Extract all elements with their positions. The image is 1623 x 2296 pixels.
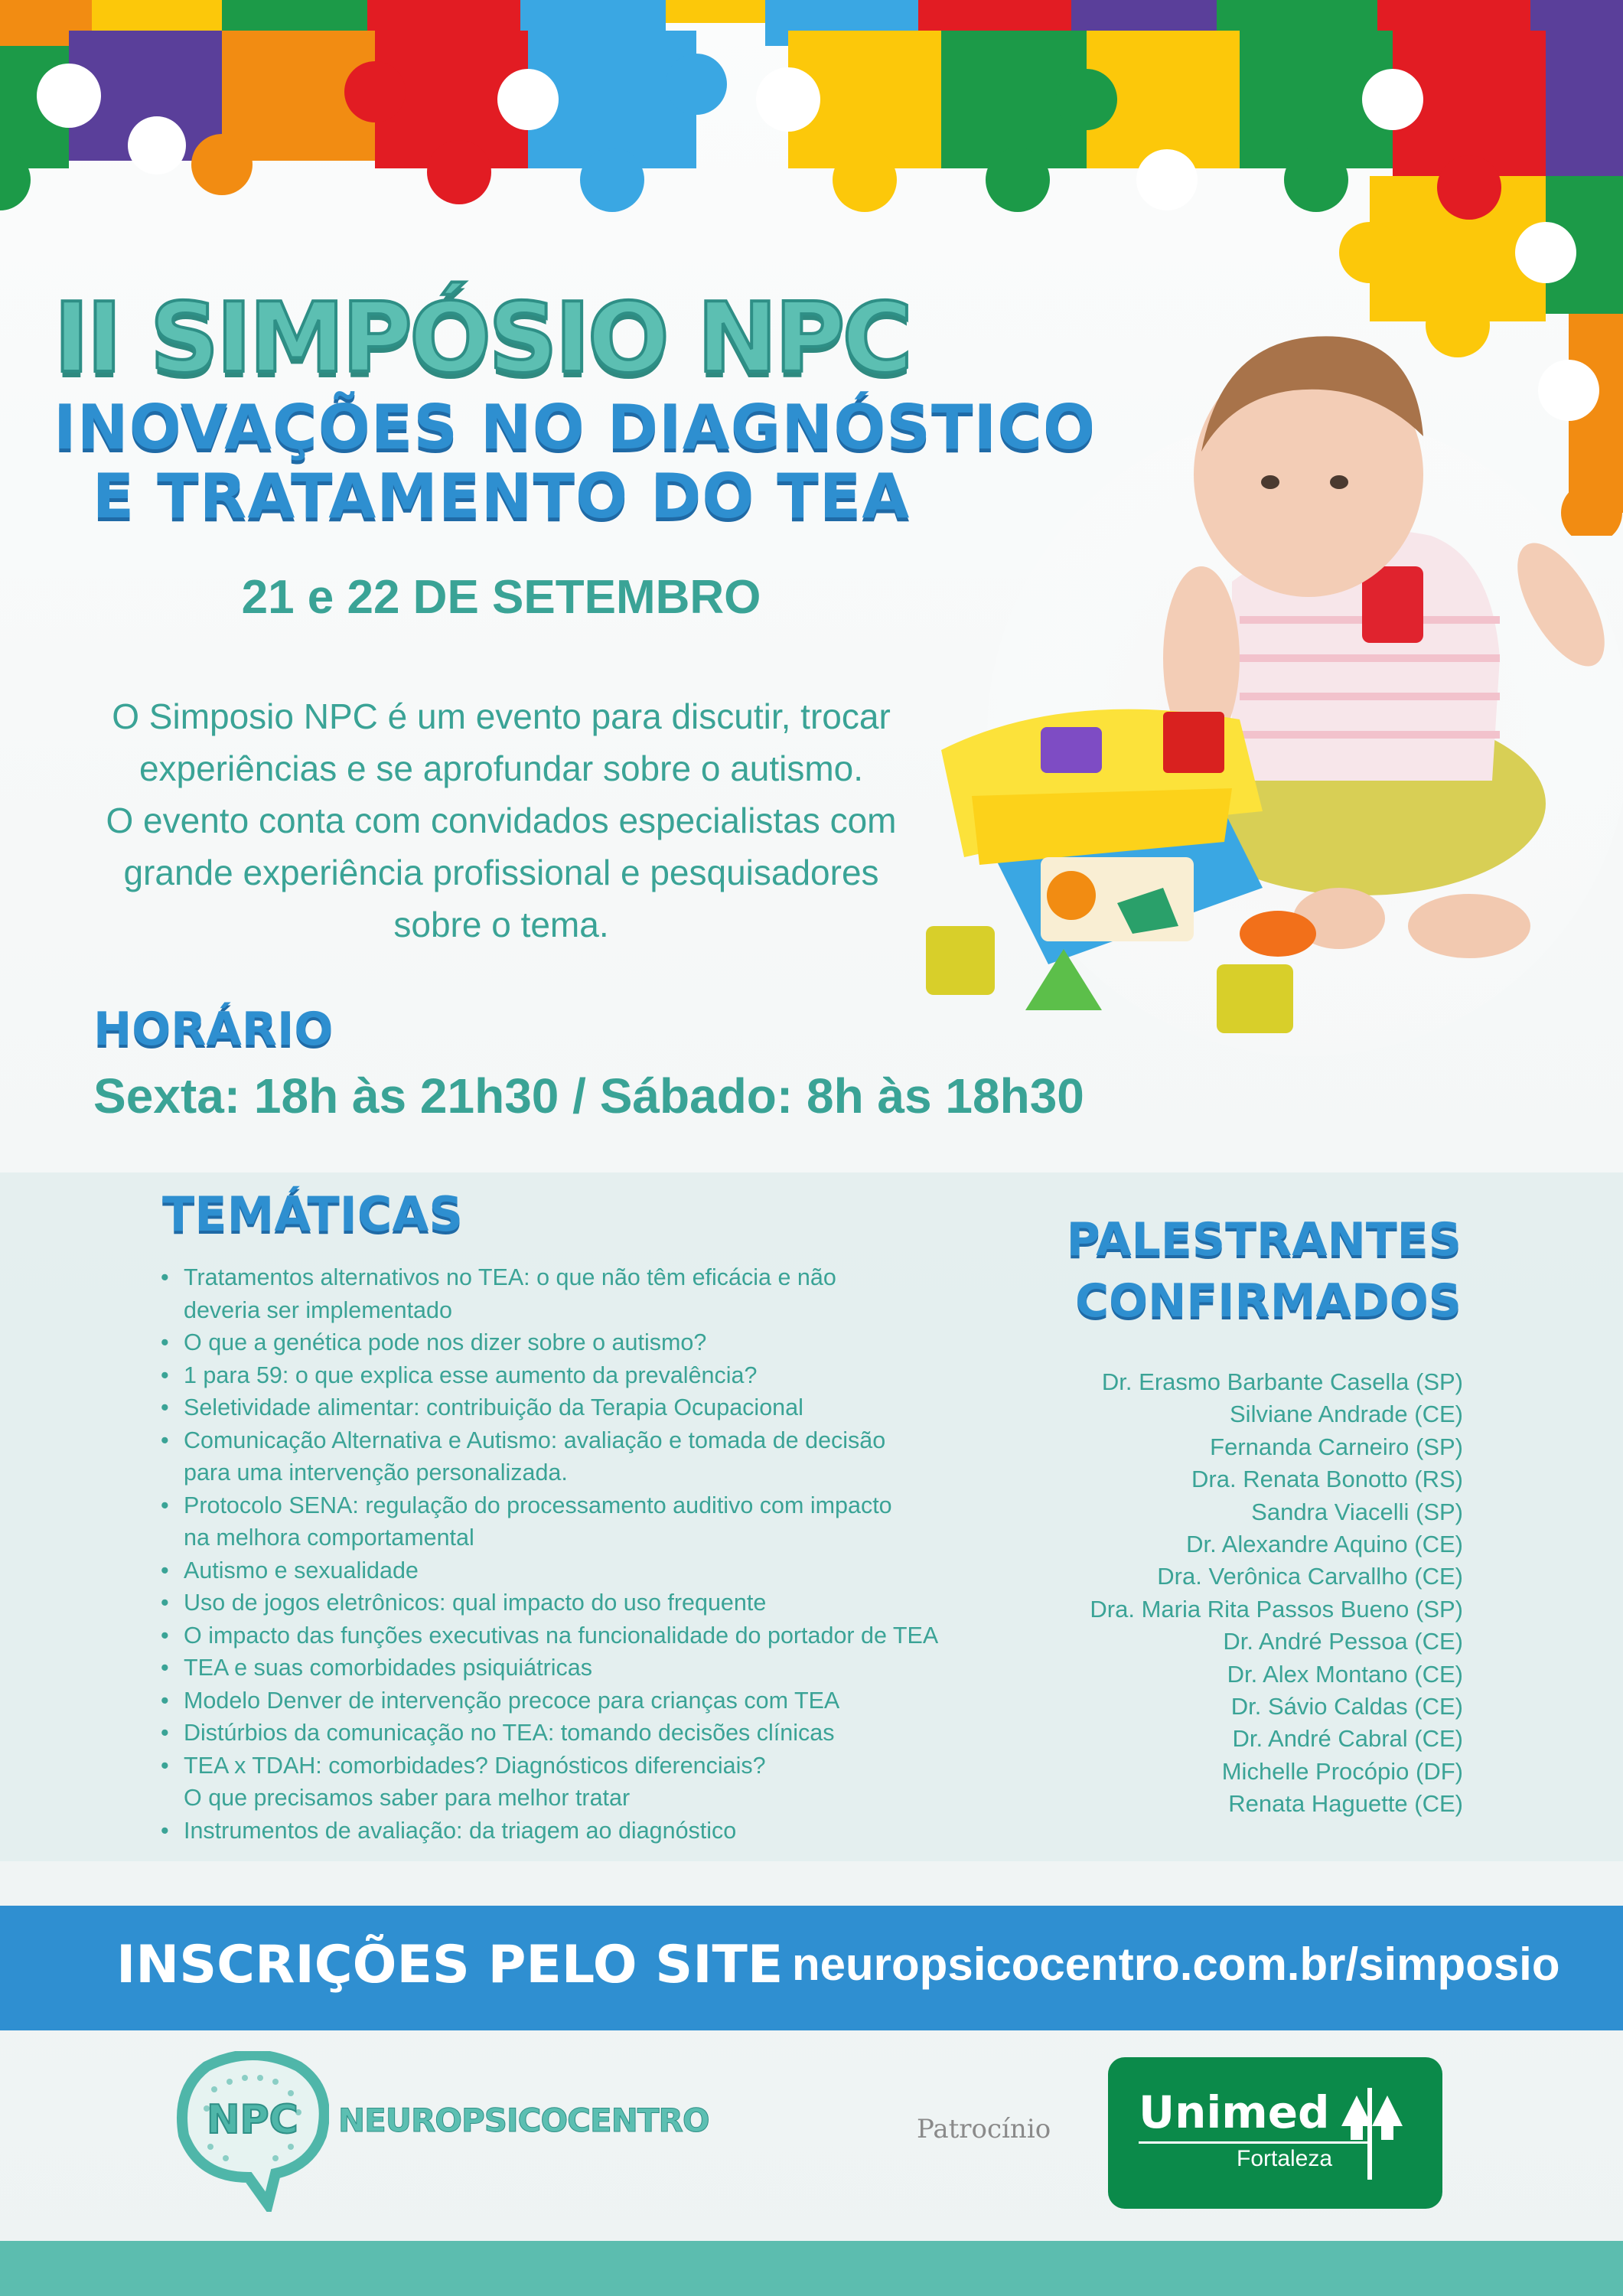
topic-item: • Seletividade alimentar: contribuição da Terapia Ocupacional — [161, 1394, 803, 1420]
event-subtitle-line2: E TRATAMENTO DO TEA — [92, 461, 911, 532]
description-line: grande experiência profissional e pesquisadores — [123, 853, 879, 892]
registration-link[interactable]: neuropsicocentro.com.br/simposio — [792, 1939, 1560, 1990]
speaker-name: Dr. Erasmo Barbante Casella (SP) — [1101, 1368, 1463, 1395]
topic-item: • Instrumentos de avaliação: da triagem ao diagnóstico — [161, 1817, 737, 1844]
speaker-name: Dr. Sávio Caldas (CE) — [1230, 1693, 1463, 1720]
speaker-name: Dr. Alexandre Aquino (CE) — [1186, 1531, 1463, 1558]
speaker-name: Silviane Andrade (CE) — [1230, 1401, 1463, 1428]
speakers-list — [1041, 1366, 1463, 1821]
speaker-name: Dr. André Cabral (CE) — [1232, 1725, 1463, 1753]
description-line: O evento conta com convidados especialistas com — [106, 801, 897, 840]
topic-text: TEA x TDAH: comorbidades? Diagnósticos diferenciais? O que precisamos saber para melhor tratar — [184, 1752, 766, 1811]
topic-item: • Protocolo SENA: regulação do processamento auditivo com impacto na melhora comportamental — [161, 1492, 892, 1551]
topic-text: O que a genética pode nos dizer sobre o autismo? — [184, 1329, 707, 1355]
speaker-name: Dra. Renata Bonotto (RS) — [1191, 1466, 1463, 1493]
topic-text: Tratamentos alternativos no TEA: o que não têm eficácia e não deveria ser implementado — [184, 1264, 836, 1323]
topic-text: Comunicação Alternativa e Autismo: avaliação e tomada de decisão para uma intervenção personalizada. — [184, 1427, 886, 1486]
topic-text: Distúrbios da comunicação no TEA: tomando decisões clínicas — [184, 1720, 835, 1746]
speaker-name: Renata Haguette (CE) — [1228, 1790, 1463, 1818]
npc-logo-mark: NPC — [207, 2097, 298, 2143]
topic-item: • Tratamentos alternativos no TEA: o que não têm eficácia e não deveria ser implementado — [161, 1264, 836, 1323]
event-dates: 21 e 22 DE SETEMBRO — [241, 571, 761, 624]
event-title: II SIMPÓSIO NPC — [54, 282, 910, 394]
speakers-heading-line2: CONFIRMADOS — [1075, 1274, 1462, 1328]
bottom-strip — [0, 2241, 1623, 2296]
topic-item: • 1 para 59: o que explica esse aumento da prevalência? — [161, 1362, 758, 1388]
speakers-heading-line1: PALESTRANTES — [1066, 1213, 1462, 1267]
topic-text: Modelo Denver de intervenção precoce para crianças com TEA — [184, 1687, 840, 1714]
speaker-name: Michelle Procópio (DF) — [1221, 1757, 1463, 1785]
topic-text: O impacto das funções executivas na funcionalidade do portador de TEA — [184, 1622, 939, 1649]
topics-list — [161, 1261, 979, 1847]
topic-item: • Distúrbios da comunicação no TEA: tomando decisões clínicas — [161, 1720, 835, 1746]
topic-text: 1 para 59: o que explica esse aumento da prevalência? — [184, 1362, 758, 1388]
speaker-name: Dra. Maria Rita Passos Bueno (SP) — [1090, 1595, 1463, 1623]
speaker-name: Dr. André Pessoa (CE) — [1223, 1628, 1463, 1655]
topic-item: • Autismo e sexualidade — [161, 1557, 419, 1583]
description-line: experiências e se aprofundar sobre o autismo. — [139, 748, 864, 788]
schedule-text: Sexta: 18h às 21h30 / Sábado: 8h às 18h30 — [93, 1068, 1084, 1124]
registration-label: INSCRIÇÕES PELO SITE — [116, 1935, 784, 1995]
description-line: O Simposio NPC é um evento para discutir, trocar — [112, 696, 891, 736]
speaker-name: Sandra Viacelli (SP) — [1251, 1498, 1463, 1525]
topic-item: • O que a genética pode nos dizer sobre o autismo? — [161, 1329, 707, 1355]
baby-with-shape-sorter-toy — [911, 260, 1623, 1056]
topic-text: TEA e suas comorbidades psiquiátricas — [184, 1655, 593, 1681]
topic-text: Instrumentos de avaliação: da triagem ao diagnóstico — [184, 1817, 737, 1844]
topic-text: Autismo e sexualidade — [184, 1557, 419, 1583]
topic-item: • Comunicação Alternativa e Autismo: avaliação e tomada de decisão para uma intervenção personalizada. — [161, 1427, 886, 1486]
topic-item: • TEA e suas comorbidades psiquiátricas — [161, 1655, 593, 1681]
speaker-name: Fernanda Carneiro (SP) — [1210, 1433, 1463, 1460]
unimed-logo-city: Fortaleza — [1237, 2146, 1333, 2171]
speaker-name: Dr. Alex Montano (CE) — [1227, 1660, 1463, 1688]
schedule-heading: HORÁRIO — [93, 1003, 334, 1056]
topic-text: Seletividade alimentar: contribuição da Terapia Ocupacional — [184, 1394, 803, 1420]
unimed-logo — [1108, 2057, 1442, 2209]
npc-logo — [176, 2051, 788, 2212]
unimed-logo-name: Unimed — [1139, 2086, 1330, 2138]
npc-logo-text: NEUROPSICOCENTRO — [338, 2102, 709, 2139]
description-line: sobre o tema. — [393, 905, 609, 944]
topic-text: Uso de jogos eletrônicos: qual impacto do uso frequente — [184, 1590, 767, 1616]
topic-item: • Modelo Denver de intervenção precoce para crianças com TEA — [161, 1687, 840, 1714]
event-subtitle-line1: INOVAÇÕES NO DIAGNÓSTICO — [54, 392, 1097, 463]
topic-item: • Uso de jogos eletrônicos: qual impacto do uso frequente — [161, 1590, 767, 1616]
speaker-name: Dra. Verônica Carvallho (CE) — [1157, 1563, 1463, 1590]
topic-item: • TEA x TDAH: comorbidades? Diagnósticos diferenciais? O que precisamos saber para melhor tratar — [161, 1752, 766, 1811]
topic-item: • O impacto das funções executivas na funcionalidade do portador de TEA — [161, 1622, 939, 1649]
sponsor-label: Patrocínio — [917, 2114, 1051, 2144]
unimed-tree-logo-icon — [1334, 2088, 1410, 2180]
topic-text: Protocolo SENA: regulação do processamento auditivo com impacto na melhora comportamental — [184, 1492, 892, 1551]
event-description — [77, 690, 926, 951]
topics-heading: TEMÁTICAS — [162, 1186, 464, 1242]
